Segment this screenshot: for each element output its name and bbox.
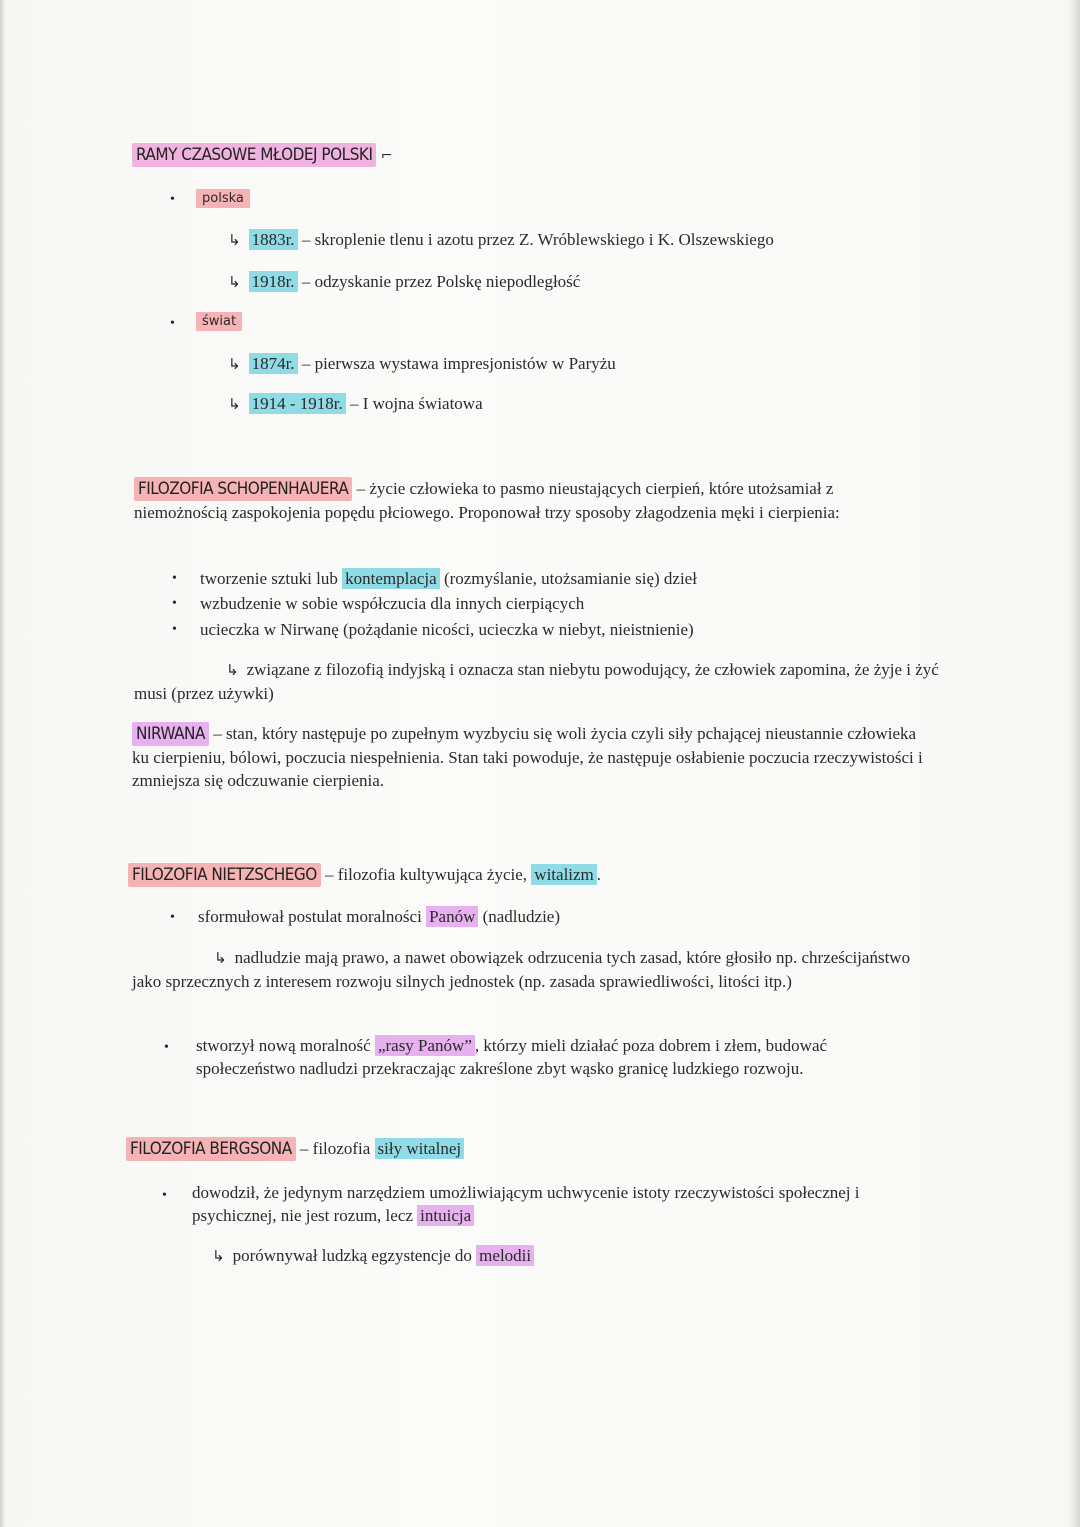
item-text: (rozmyślanie, utożsamianie się) dzieł	[439, 569, 697, 588]
list-item	[228, 271, 580, 293]
nietzsche-intro: – filozofia kultywująca życie,	[320, 865, 532, 884]
rasy-panow-mark: „rasy Panów”	[375, 1035, 475, 1056]
return-arrow-icon: ↳	[228, 273, 241, 291]
nietzsche-heading-line	[128, 864, 601, 886]
date-mark: 1918r.	[249, 271, 298, 292]
date-mark: 1883r.	[249, 229, 298, 250]
bullet-icon: •	[172, 571, 177, 586]
list-item	[196, 1034, 926, 1080]
section-schopenhauer-heading: FILOZOFIA SCHOPENHAUERA	[134, 477, 352, 501]
sily-witalnej-mark: siły witalnej	[375, 1138, 465, 1159]
section-bergson-heading: FILOZOFIA BERGSONA	[126, 1137, 296, 1161]
note-text: związane z filozofią indyjską i oznacza stan niebytu powodujący, że człowiek zapomina, że żyje i żyć musi (przez używki)	[134, 660, 939, 703]
bullet-icon: •	[164, 1040, 169, 1055]
nirwana-paragraph	[132, 722, 932, 792]
list-item	[228, 393, 483, 415]
witalizm-mark: witalizm	[531, 864, 596, 885]
list-item	[228, 229, 774, 251]
section-ramy-heading-line	[132, 144, 392, 167]
item-text: tworzenie sztuki lub	[200, 569, 343, 588]
list-item	[200, 568, 697, 590]
list-item: wzbudzenie w sobie współczucia dla innych cierpiących	[200, 594, 585, 613]
item-text: sformułował postulat moralności	[198, 907, 427, 926]
note-text: nadludzie mają prawo, a nawet obowiązek odrzucenia tych zasad, które głosiło np. chrześcijaństwo jako sprzecznych z interesem rozwoju silnych jednostek (np. zasada sprawiedliwości, litości itp.)	[132, 948, 911, 991]
bullet-icon: •	[170, 910, 175, 925]
item-text: (nadludzie)	[478, 907, 560, 926]
list-item: ucieczka w Nirwanę (pożądanie nicości, ucieczka w niebyt, nieistnienie)	[200, 620, 694, 639]
schopenhauer-note	[134, 658, 949, 705]
page-edge-right	[1068, 0, 1080, 1527]
page-edge-left	[0, 0, 6, 1527]
item-text: – odzyskanie przez Polskę niepodległość	[297, 272, 581, 291]
bullet-icon: •	[172, 596, 177, 611]
list-item	[192, 1181, 882, 1227]
item-text: – skroplenie tlenu i azotu przez Z. Wróblewskiego i K. Olszewskiego	[297, 230, 774, 249]
tag-polska: polska	[196, 189, 250, 208]
return-arrow-icon: ↳	[228, 355, 241, 373]
kontemplacja-mark: kontemplacja	[342, 568, 440, 589]
section-ramy-heading: RAMY CZASOWE MŁODEJ POLSKI	[132, 143, 376, 167]
item-text: – pierwsza wystawa impresjonistów w Paryżu	[297, 354, 616, 373]
bullet-icon: •	[172, 622, 177, 637]
nietzsche-note	[132, 946, 942, 993]
return-arrow-icon: ↳	[214, 949, 227, 967]
intuicja-mark: intuicja	[417, 1205, 474, 1226]
item-text: dowodził, że jedynym narzędziem umożliwiającym uchwycenie istoty rzeczywistości społecznej i psychicznej, nie jest rozum, lecz	[192, 1183, 860, 1225]
list-item	[198, 906, 560, 928]
melodii-mark: melodii	[476, 1245, 534, 1266]
panow-mark: Panów	[426, 906, 478, 927]
nirwana-text: – stan, który następuje po zupełnym wyzbyciu się woli życia czyli siły pchającej nieustannie człowieka ku cierpieniu, bólowi, poczucia niespełnienia. Stan taki powoduje, że następuje osłabienie poczucia rzeczywistości i zmniejsza się odczuwanie cierpienia.	[132, 724, 923, 790]
item-text: – I wojna światowa	[345, 394, 483, 413]
bergson-note	[212, 1245, 534, 1267]
schopenhauer-intro: – życie człowieka to pasmo nieustających cierpień, które utożsamiał z niemożnością zaspokojenia popędu płciowego. Proponował trzy sposoby złagodzenia męki i cierpienia:	[134, 479, 840, 522]
date-mark: 1874r.	[249, 353, 298, 374]
bergson-intro: – filozofia	[295, 1139, 375, 1158]
corner-arrow-icon: ⌐	[380, 148, 393, 164]
return-arrow-icon: ↳	[226, 661, 239, 679]
tag-swiat: świat	[196, 312, 242, 331]
item-text: , którzy mieli działać poza dobrem i złem, budować społeczeństwo nadludzi przekraczając zakreślone zbyt wąsko granicę ludzkiego rozwoju.	[196, 1036, 828, 1078]
return-arrow-icon: ↳	[212, 1247, 225, 1265]
return-arrow-icon: ↳	[228, 395, 241, 413]
note-text: porównywał ludzką egzystencje do	[232, 1246, 477, 1265]
item-text: stworzył nową moralność	[196, 1036, 375, 1055]
schopenhauer-paragraph	[134, 477, 894, 524]
bullet-icon: •	[162, 1188, 167, 1203]
list-item	[228, 353, 616, 375]
nirwana-term: NIRWANA	[132, 722, 209, 746]
bullet-icon: •	[170, 316, 175, 331]
bergson-heading-line	[126, 1138, 464, 1160]
bullet-icon: •	[170, 192, 175, 207]
nietzsche-intro-end: .	[596, 865, 602, 884]
section-nietzsche-heading: FILOZOFIA NIETZSCHEGO	[128, 863, 321, 887]
return-arrow-icon: ↳	[228, 231, 241, 249]
date-mark: 1914 - 1918r.	[249, 393, 346, 414]
